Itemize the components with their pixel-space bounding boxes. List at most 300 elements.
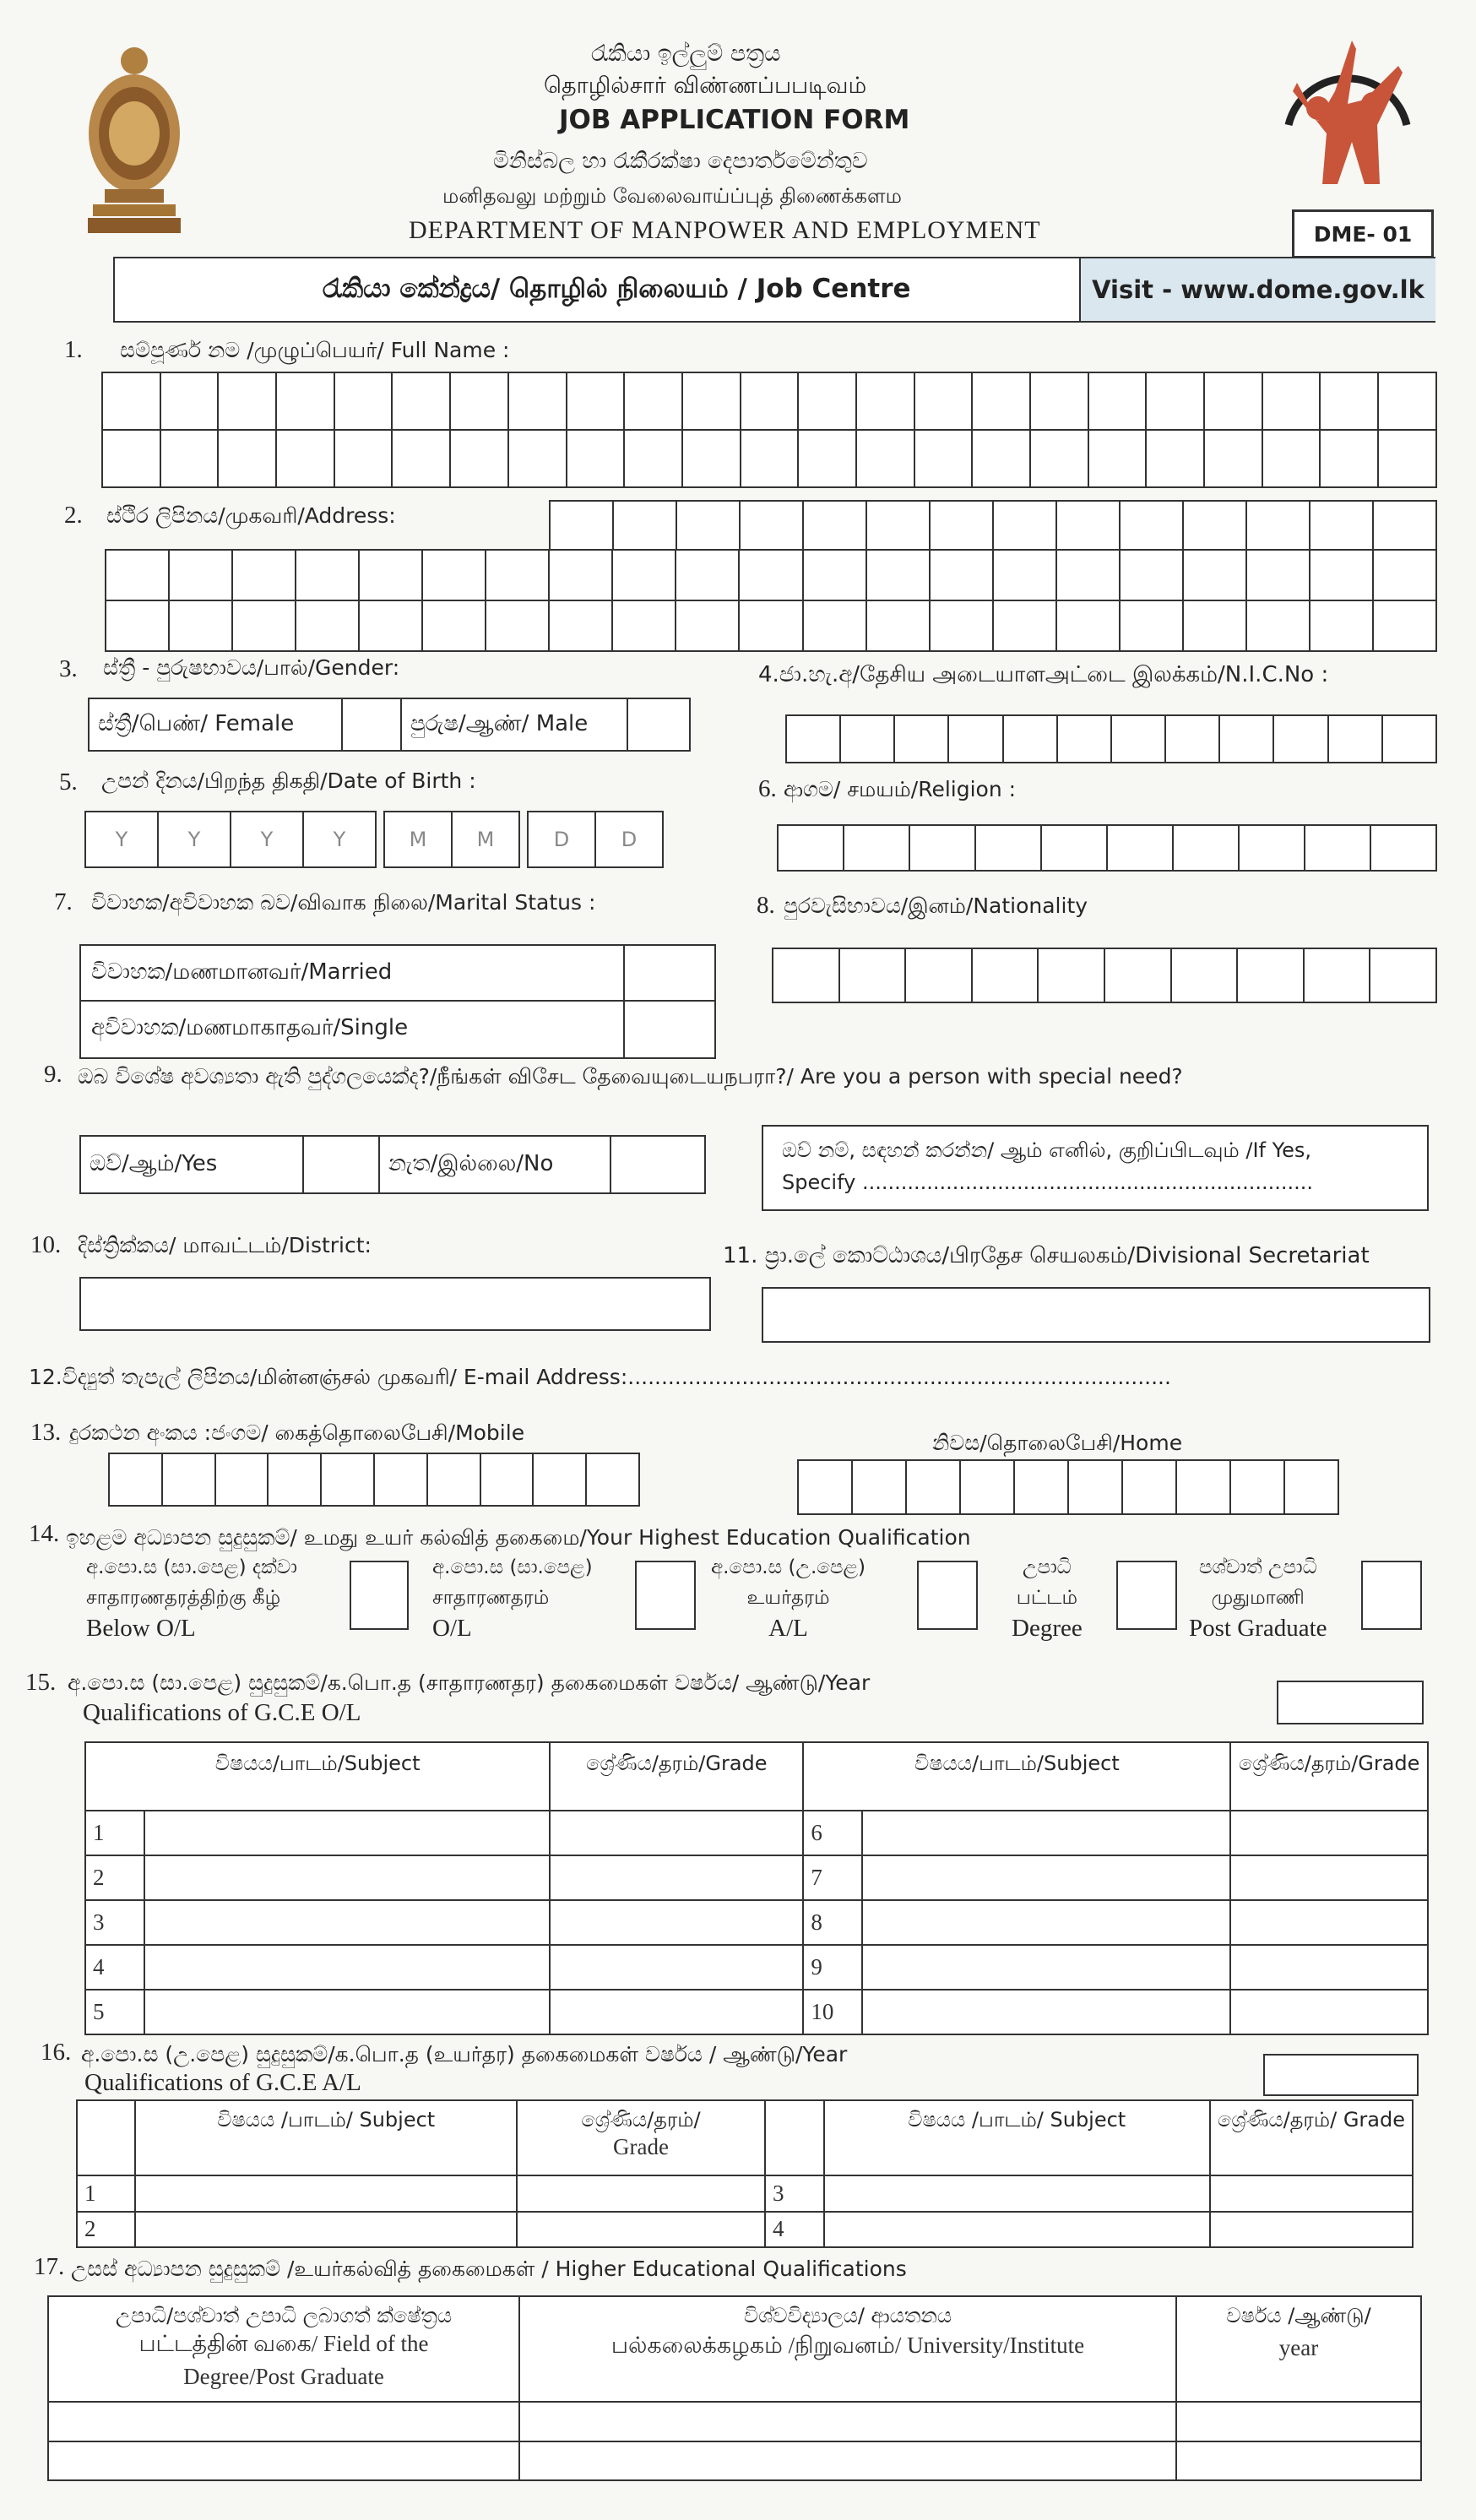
district-input[interactable] [79, 1277, 711, 1331]
address-char-box[interactable] [422, 600, 486, 651]
gender-male-checkbox[interactable] [627, 698, 691, 752]
subject-cell[interactable] [862, 1990, 1230, 2034]
grade-cell[interactable] [1230, 1855, 1428, 1900]
address-label: ස්ථිර ලිපිනය/முகவரி/Address: [106, 503, 396, 528]
full-name-char-box[interactable] [1088, 430, 1147, 487]
subject-cell[interactable] [135, 2212, 517, 2247]
subject-cell[interactable] [144, 1945, 550, 1990]
subject-cell[interactable] [824, 2175, 1210, 2211]
divisional-secretariat-input[interactable] [762, 1287, 1430, 1343]
home-phone-digit-box[interactable] [1122, 1460, 1176, 1514]
special-need-yes-checkbox[interactable] [302, 1135, 380, 1194]
nic-digit-box[interactable] [1003, 715, 1057, 763]
district-label: දිස්ත්‍රික්කය/ மாவட்டம்/District: [78, 1233, 372, 1257]
al-label: අ.පො.ස (උ.පෙළ) සුදුසුකම්/க.பொ.த (உயர்தர) தகைமைகள் වර්ෂය / ஆண்டு/Year [81, 2042, 848, 2067]
married-checkbox[interactable] [625, 946, 714, 1002]
nationality-boxes[interactable] [772, 948, 1437, 1003]
grade-header: ශ්‍රේණිය/தரம்/ Grade [517, 2100, 765, 2175]
address-char-box[interactable] [803, 550, 866, 600]
dept-english: DEPARTMENT OF MANPOWER AND EMPLOYMENT [409, 216, 1041, 244]
nic-digit-box[interactable] [1273, 715, 1327, 763]
address-char-box[interactable] [422, 550, 486, 600]
full-name-char-box[interactable] [682, 372, 741, 430]
address-char-box[interactable] [803, 501, 866, 550]
full-name-char-box[interactable] [392, 372, 450, 430]
mobile-digit-box[interactable] [480, 1453, 534, 1506]
row-number: 1 [77, 2175, 135, 2211]
full-name-char-box[interactable] [508, 372, 567, 430]
higher-education-label: උසස් අධ්‍යාපන සුදුසුකම් /உயர்கல்வித் தகைமைகள் / Higher Educational Qualifications [71, 2257, 907, 2281]
dob-boxes [84, 811, 662, 868]
al-year-input[interactable] [1263, 2054, 1419, 2096]
job-centre-bar [113, 257, 1435, 323]
field-9-number: 9. [44, 1061, 62, 1088]
nic-digit-box[interactable] [1111, 715, 1165, 763]
nationality-char-box[interactable] [1237, 948, 1304, 1002]
subject-cell[interactable] [862, 1900, 1230, 1945]
row-number: 4 [85, 1945, 144, 1990]
subject-cell[interactable] [144, 1900, 550, 1945]
religion-char-box[interactable] [1173, 825, 1239, 871]
address-char-box[interactable] [612, 600, 676, 651]
row-number: 2 [77, 2212, 135, 2247]
subject-cell[interactable] [862, 1855, 1230, 1900]
field-of-degree-header: උපාධි/පශ්චාත් උපාධි ලබාගත් ක්ෂේත්‍රය பட்டத்தின் வகை/ Field of the Degree/Post Graduate [48, 2296, 519, 2402]
subject-cell[interactable] [824, 2212, 1210, 2247]
field-15-number: 15. [25, 1669, 57, 1696]
full-name-char-box[interactable] [1204, 430, 1262, 487]
dob-digit-box[interactable]: D [594, 811, 664, 868]
nic-label: 4.ජා.හැ.අ/தேசிய அடையாளஅட்டை இலக்கம்/N.I.C.No : [758, 662, 1329, 687]
row-number: 4 [765, 2212, 823, 2247]
full-name-char-box[interactable] [218, 430, 276, 487]
address-char-box[interactable] [169, 550, 232, 600]
home-phone-digit-box[interactable] [1284, 1460, 1338, 1514]
mobile-digit-box[interactable] [586, 1453, 639, 1506]
ol-label-english: Qualifications of G.C.E O/L [83, 1699, 361, 1726]
address-char-box[interactable] [550, 501, 613, 550]
address-char-box[interactable] [1120, 600, 1183, 651]
grade-cell[interactable] [517, 2175, 765, 2211]
dome-logo [1272, 24, 1424, 201]
full-name-char-box[interactable] [798, 430, 856, 487]
full-name-char-box[interactable] [102, 430, 160, 487]
address-char-box[interactable] [930, 550, 993, 600]
home-phone-digit-box[interactable] [906, 1460, 960, 1514]
grade-cell[interactable] [1210, 2175, 1413, 2211]
address-char-box[interactable] [296, 550, 359, 600]
year-cell[interactable] [1176, 2441, 1421, 2480]
subject-cell[interactable] [862, 1945, 1230, 1990]
nationality-char-box[interactable] [972, 948, 1039, 1002]
nic-digit-box[interactable] [948, 715, 1002, 763]
full-name-char-box[interactable] [856, 430, 914, 487]
address-char-box[interactable] [993, 600, 1056, 651]
special-need-no-checkbox[interactable] [610, 1135, 706, 1194]
subject-cell[interactable] [144, 1990, 550, 2034]
emblem-icon [84, 39, 184, 242]
education-option-checkbox[interactable] [1361, 1561, 1422, 1630]
subject-cell[interactable] [862, 1811, 1230, 1855]
year-cell[interactable] [1176, 2402, 1421, 2441]
nic-digit-box[interactable] [1057, 715, 1111, 763]
form-code: DME- 01 [1313, 221, 1413, 247]
address-char-box[interactable] [1183, 600, 1246, 651]
field-5-number: 5. [59, 768, 78, 796]
address-char-box[interactable] [486, 550, 549, 600]
highest-education-label: ඉහළම අධ්‍යාපන සුදුසුකම්/ உமது உயர் கல்வித் தகைமை/Your Highest Education Qualification [66, 1525, 971, 1550]
address-char-box[interactable] [359, 600, 422, 651]
address-char-box[interactable] [549, 550, 612, 600]
nic-digit-box[interactable] [1328, 715, 1382, 763]
dob-digit-box[interactable]: Y [302, 811, 377, 868]
row-number: 1 [85, 1811, 144, 1855]
married-label: විවාහක/மணமானவர்/Married [91, 959, 393, 985]
full-name-char-box[interactable] [334, 372, 393, 430]
subject-cell[interactable] [135, 2175, 517, 2211]
mobile-digit-box[interactable] [162, 1453, 215, 1506]
address-char-box[interactable] [359, 550, 422, 600]
address-char-box[interactable] [803, 600, 866, 651]
full-name-char-box[interactable] [914, 372, 973, 430]
full-name-char-box[interactable] [1146, 372, 1204, 430]
subject-header: විෂයය /பாடம்/ Subject [135, 2100, 517, 2175]
row-number: 10 [803, 1990, 862, 2034]
grade-header: ශ්‍රේණිය/தரம்/Grade [550, 1742, 803, 1811]
religion-label: ආගම/ சமயம்/Religion : [784, 777, 1017, 801]
address-char-box[interactable] [1373, 600, 1436, 651]
address-char-box[interactable] [1056, 501, 1120, 550]
address-char-box[interactable] [296, 600, 359, 651]
address-char-box[interactable] [866, 600, 930, 651]
dob-digit-box[interactable]: Y [230, 811, 304, 868]
full-name-char-box[interactable] [1146, 430, 1204, 487]
religion-char-box[interactable] [844, 825, 909, 871]
address-char-box[interactable] [1310, 501, 1373, 550]
full-name-char-box[interactable] [624, 372, 682, 430]
dob-digit-box[interactable]: M [383, 811, 453, 868]
nationality-label: පුරවැසිභාවය/இனம்/Nationality [784, 893, 1088, 918]
full-name-char-box[interactable] [856, 372, 914, 430]
nationality-char-box[interactable] [1171, 948, 1238, 1002]
university-cell[interactable] [519, 2402, 1176, 2441]
ol-results-table [84, 1741, 1429, 2035]
address-char-box[interactable] [486, 600, 549, 651]
ol-year-input[interactable] [1277, 1681, 1424, 1724]
grade-cell[interactable] [517, 2212, 765, 2247]
address-char-box[interactable] [549, 600, 612, 651]
no-label: නැත/இல்லை/No [388, 1150, 554, 1176]
home-phone-digit-box[interactable] [852, 1460, 906, 1514]
dob-digit-box[interactable]: D [527, 811, 596, 868]
religion-char-box[interactable] [778, 825, 844, 871]
al-label-english: Qualifications of G.C.E A/L [84, 2069, 361, 2096]
nic-digit-box[interactable] [840, 715, 894, 763]
full-name-char-box[interactable] [682, 430, 741, 487]
visit-website-link[interactable]: Visit - www.dome.gov.lk [1092, 275, 1424, 304]
full-name-char-box[interactable] [972, 372, 1030, 430]
row-number: 6 [803, 1811, 862, 1855]
education-option-label: උපාධි பட்டம் Degree [1012, 1556, 1083, 1642]
full-name-char-box[interactable] [741, 372, 799, 430]
address-char-box[interactable] [676, 550, 739, 600]
dept-tamil: மனிதவலு மற்றும் வேலைவாய்ப்புத் திணைக்களம [442, 184, 902, 208]
subject-cell[interactable] [144, 1811, 550, 1855]
full-name-char-box[interactable] [1262, 372, 1321, 430]
field-13-number: 13. [30, 1419, 62, 1446]
nationality-char-box[interactable] [905, 948, 972, 1002]
field-3-number: 3. [59, 655, 78, 682]
field-of-degree-cell[interactable] [48, 2402, 519, 2441]
row-number-header [77, 2100, 135, 2175]
university-cell[interactable] [519, 2441, 1176, 2480]
dob-label: උපන් දිනය/பிறந்த திகதி/Date of Birth : [101, 768, 476, 793]
row-number: 5 [85, 1990, 144, 2034]
address-char-box[interactable] [1246, 550, 1310, 600]
religion-char-box[interactable] [1107, 825, 1173, 871]
nic-boxes[interactable] [785, 714, 1437, 763]
full-name-char-box[interactable] [567, 430, 625, 487]
home-phone-digit-box[interactable] [1068, 1460, 1122, 1514]
address-char-box[interactable] [1056, 600, 1120, 651]
yes-label: ඔව්/ஆம்/Yes [90, 1150, 218, 1176]
mobile-boxes[interactable] [108, 1453, 640, 1507]
address-char-box[interactable] [930, 600, 993, 651]
address-char-box[interactable] [739, 600, 802, 651]
specify-line2: Specify ...................................................................... [782, 1170, 1313, 1194]
nationality-char-box[interactable] [1038, 948, 1104, 1002]
full-name-char-box[interactable] [972, 430, 1030, 487]
dob-digit-box[interactable]: M [451, 811, 520, 868]
address-char-box[interactable] [866, 550, 930, 600]
address-char-box[interactable] [930, 501, 993, 550]
field-17-number: 17. [34, 2253, 65, 2280]
title-sinhala: රැකියා ඉල්ලුම් පත්‍රය [591, 41, 781, 67]
address-char-box[interactable] [1246, 501, 1310, 550]
email-label[interactable]: 12.විද්‍යුත් තැපැල් ලිපිනය/மின்னஞ்சல் முகவரி/ E-mail Address:................................................................................. [29, 1365, 1171, 1389]
address-char-box[interactable] [1246, 600, 1310, 651]
field-16-number: 16. [41, 2039, 72, 2066]
ol-label: අ.පො.ස (සා.පෙළ) සුදුසුකම්/க.பொ.த (சாதாரணதர) தகைமைகள் වර්ෂය/ ஆண்டு/Year [68, 1670, 871, 1695]
divisional-secretariat-label: 11. ප්‍රා.ලේ කොට්ඨාශය/பிரதேச செயலகம்/Divisional Secretariat [723, 1243, 1370, 1268]
address-char-box[interactable] [866, 501, 930, 550]
address-boxes-top[interactable] [549, 500, 1437, 551]
nic-digit-box[interactable] [894, 715, 948, 763]
mobile-digit-box[interactable] [215, 1453, 269, 1506]
address-char-box[interactable] [676, 501, 740, 550]
subject-header: විෂයය/பாடம்/Subject [803, 1742, 1230, 1811]
address-char-box[interactable] [1373, 501, 1436, 550]
address-char-box[interactable] [613, 501, 676, 550]
grade-header: ශ්‍රේණිය/தரம்/ Grade [1210, 2100, 1413, 2175]
subject-header: විෂයය/பாடம்/Subject [85, 1742, 550, 1811]
row-number-header [765, 2100, 823, 2175]
address-char-box[interactable] [676, 600, 739, 651]
state-emblem [84, 39, 184, 242]
full-name-char-box[interactable] [1378, 430, 1436, 487]
education-option-label: අ.පො.ස (සා.පෙළ) சாதாரணதரம் O/L [432, 1556, 593, 1642]
full-name-char-box[interactable] [276, 430, 334, 487]
full-name-char-box[interactable] [218, 372, 276, 430]
higher-education-table [47, 2295, 1422, 2481]
home-phone-digit-box[interactable] [1176, 1460, 1230, 1514]
home-phone-boxes[interactable] [797, 1459, 1339, 1515]
full-name-char-box[interactable] [102, 372, 160, 430]
address-char-box[interactable] [106, 600, 169, 651]
mobile-digit-box[interactable] [321, 1453, 374, 1506]
special-need-specify-box[interactable] [762, 1125, 1429, 1211]
grade-cell[interactable] [1210, 2212, 1413, 2247]
address-char-box[interactable] [1310, 600, 1373, 651]
full-name-char-box[interactable] [1262, 430, 1321, 487]
education-option-checkbox[interactable] [917, 1561, 978, 1630]
address-char-box[interactable] [1120, 550, 1183, 600]
address-char-box[interactable] [993, 550, 1056, 600]
full-name-char-box[interactable] [392, 430, 450, 487]
dept-sinhala: මිනිස්බල හා රැකීරක්ෂා දෙපාර්තමේන්තුව [493, 149, 868, 174]
religion-char-box[interactable] [909, 825, 975, 871]
address-char-box[interactable] [232, 550, 296, 600]
subject-cell[interactable] [144, 1855, 550, 1900]
marital-status-table [79, 944, 716, 1059]
full-name-boxes[interactable] [101, 372, 1437, 488]
field-7-number: 7. [54, 888, 73, 915]
full-name-char-box[interactable] [276, 372, 334, 430]
mobile-digit-box[interactable] [533, 1453, 586, 1506]
grade-cell[interactable] [550, 1855, 803, 1900]
address-char-box[interactable] [106, 550, 169, 600]
grade-header: ශ්‍රේණිය/தரம்/Grade [1230, 1742, 1428, 1811]
address-char-box[interactable] [612, 550, 676, 600]
full-name-char-box[interactable] [1378, 372, 1436, 430]
title-english: JOB APPLICATION FORM [559, 105, 910, 135]
title-tamil: தொழில்சார் விண்ணப்பபடிவம் [544, 73, 867, 99]
full-name-char-box[interactable] [450, 372, 508, 430]
address-char-box[interactable] [1120, 501, 1183, 550]
full-name-char-box[interactable] [1204, 372, 1262, 430]
grade-cell[interactable] [550, 1990, 803, 2034]
grade-cell[interactable] [550, 1945, 803, 1990]
mobile-digit-box[interactable] [268, 1453, 321, 1506]
nationality-char-box[interactable] [773, 948, 839, 1002]
grade-cell[interactable] [550, 1900, 803, 1945]
grade-cell[interactable] [1230, 1900, 1428, 1945]
nationality-char-box[interactable] [1304, 948, 1370, 1002]
full-name-char-box[interactable] [508, 430, 567, 487]
special-need-options [79, 1135, 704, 1194]
full-name-char-box[interactable] [334, 430, 393, 487]
full-name-char-box[interactable] [1320, 372, 1378, 430]
dob-digit-box[interactable]: Y [157, 811, 231, 868]
address-boxes[interactable] [105, 549, 1437, 652]
religion-char-box[interactable] [1041, 825, 1107, 871]
full-name-char-box[interactable] [1030, 372, 1088, 430]
yes-label-cell [79, 1135, 304, 1194]
education-option-checkbox[interactable] [1116, 1561, 1177, 1630]
visit-website-box [1079, 258, 1435, 321]
grade-cell[interactable] [1230, 1811, 1428, 1855]
address-char-box[interactable] [1183, 501, 1246, 550]
education-option-checkbox[interactable] [350, 1561, 409, 1630]
address-char-box[interactable] [1373, 550, 1436, 600]
nic-digit-box[interactable] [786, 715, 840, 763]
address-char-box[interactable] [1183, 550, 1246, 600]
full-name-char-box[interactable] [450, 430, 508, 487]
single-checkbox[interactable] [625, 1002, 714, 1057]
home-phone-digit-box[interactable] [1014, 1460, 1068, 1514]
nic-digit-box[interactable] [1165, 715, 1219, 763]
gender-options [88, 698, 689, 752]
full-name-char-box[interactable] [624, 430, 682, 487]
education-option-checkbox[interactable] [635, 1561, 696, 1630]
religion-char-box[interactable] [1305, 825, 1370, 871]
grade-cell[interactable] [550, 1811, 803, 1855]
religion-char-box[interactable] [1239, 825, 1305, 871]
field-of-degree-cell[interactable] [48, 2441, 519, 2480]
row-number: 3 [85, 1900, 144, 1945]
address-char-box[interactable] [232, 600, 296, 651]
nationality-char-box[interactable] [1370, 948, 1436, 1002]
mobile-digit-box[interactable] [109, 1453, 162, 1506]
grade-cell[interactable] [1230, 1990, 1428, 2034]
home-phone-digit-box[interactable] [960, 1460, 1014, 1514]
field-14-number: 14. [29, 1520, 60, 1547]
religion-char-box[interactable] [975, 825, 1041, 871]
row-number: 2 [85, 1855, 144, 1900]
nic-digit-box[interactable] [1219, 715, 1273, 763]
mobile-label: දුරකථන අංකය :ජංගම/ கைத்தொலைபேசி/Mobile [69, 1420, 525, 1445]
education-option-label: අ.පො.ස (උ.පෙළ) உயர்தரம் A/L [711, 1556, 866, 1642]
full-name-char-box[interactable] [160, 372, 219, 430]
gender-female-checkbox[interactable] [341, 698, 402, 752]
address-char-box[interactable] [740, 501, 803, 550]
field-2-number: 2. [64, 502, 83, 529]
full-name-char-box[interactable] [1030, 430, 1088, 487]
address-char-box[interactable] [739, 550, 802, 600]
full-name-char-box[interactable] [567, 372, 625, 430]
religion-char-box[interactable] [1370, 825, 1436, 871]
education-option-label: අ.පො.ස (සා.පෙළ) දක්වා சாதாரணதரத்திற்கு கீழ் Below O/L [86, 1556, 297, 1642]
subject-header: විෂයය /பாடம்/ Subject [824, 2100, 1210, 2175]
marital-status-label: විවාහක/අවිවාහක බව/விவாக நிலை/Marital Status : [91, 890, 596, 915]
address-char-box[interactable] [169, 600, 232, 651]
nic-digit-box[interactable] [1382, 715, 1436, 763]
form-code-box [1292, 209, 1434, 258]
address-char-box[interactable] [993, 501, 1056, 550]
full-name-char-box[interactable] [1320, 430, 1378, 487]
grade-cell[interactable] [1230, 1945, 1428, 1990]
full-name-char-box[interactable] [160, 430, 219, 487]
mobile-digit-box[interactable] [374, 1453, 427, 1506]
full-name-char-box[interactable] [798, 372, 856, 430]
field-8-number: 8. [757, 892, 775, 919]
field-6-number: 6. [758, 775, 777, 802]
nationality-char-box[interactable] [839, 948, 906, 1002]
full-name-char-box[interactable] [914, 430, 973, 487]
address-char-box[interactable] [1056, 550, 1120, 600]
full-name-char-box[interactable] [1088, 372, 1147, 430]
people-logo-icon [1272, 24, 1424, 201]
dob-digit-box[interactable]: Y [84, 811, 159, 868]
mobile-digit-box[interactable] [427, 1453, 480, 1506]
row-number: 7 [803, 1855, 862, 1900]
home-phone-digit-box[interactable] [1230, 1460, 1284, 1514]
home-phone-digit-box[interactable] [798, 1460, 852, 1514]
address-char-box[interactable] [1310, 550, 1373, 600]
nationality-char-box[interactable] [1104, 948, 1171, 1002]
religion-boxes[interactable] [777, 824, 1437, 872]
full-name-char-box[interactable] [741, 430, 799, 487]
